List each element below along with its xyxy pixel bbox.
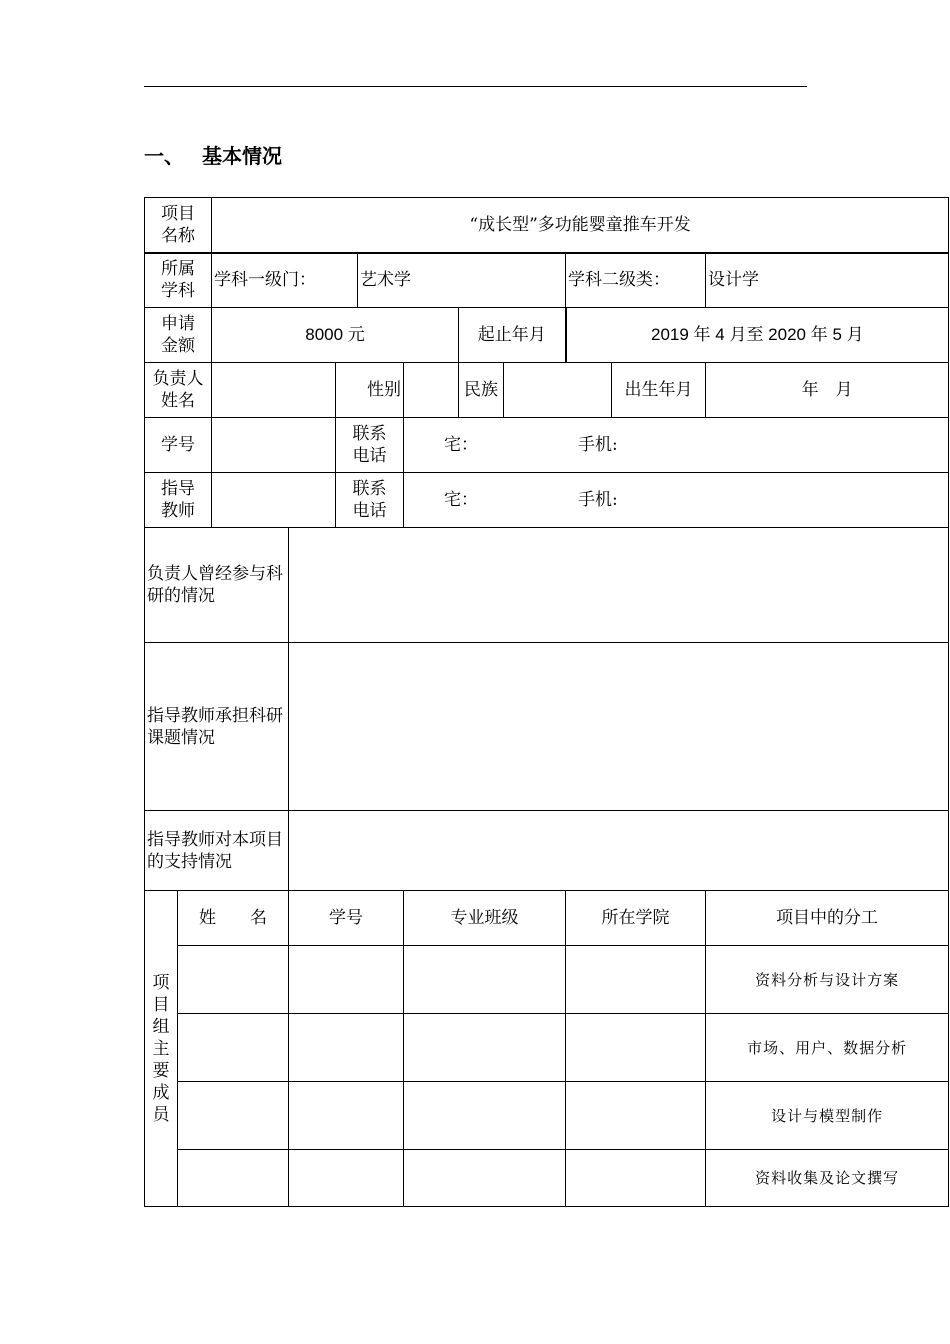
leader-research-value[interactable] bbox=[289, 528, 949, 643]
advisor-support-label: 指导教师对本项目的支持情况 bbox=[145, 811, 289, 891]
gender-value[interactable] bbox=[404, 363, 459, 418]
member-role-cell[interactable]: 资料分析与设计方案 bbox=[706, 946, 949, 1014]
table-row bbox=[145, 1082, 949, 1150]
funding-label: 申请金额 bbox=[145, 308, 212, 363]
leader-name-value[interactable] bbox=[212, 363, 336, 418]
member-class-cell[interactable] bbox=[404, 1014, 566, 1082]
member-name-cell[interactable] bbox=[178, 1014, 289, 1082]
table-row bbox=[145, 1014, 949, 1082]
project-name-label: 项目名称 bbox=[145, 198, 212, 253]
discipline-label: 所属学科 bbox=[145, 253, 212, 308]
member-id-cell[interactable] bbox=[289, 1014, 404, 1082]
section-title: 基本情况 bbox=[202, 144, 282, 168]
member-college-cell[interactable] bbox=[566, 1150, 706, 1207]
member-name-cell[interactable] bbox=[178, 1150, 289, 1207]
gender-label: 性别 bbox=[336, 363, 404, 418]
section-heading bbox=[144, 140, 282, 169]
member-role-cell[interactable]: 市场、用户、数据分析 bbox=[706, 1014, 949, 1082]
member-header-college: 所在学院 bbox=[566, 891, 706, 946]
discipline-level1-value[interactable]: 艺术学 bbox=[358, 253, 566, 308]
member-name-cell[interactable] bbox=[178, 946, 289, 1014]
funding-value[interactable]: 8000 元 bbox=[212, 308, 459, 363]
discipline-level2-label: 学科二级类： bbox=[566, 253, 706, 308]
student-id-label: 学号 bbox=[145, 418, 212, 473]
basic-info-form bbox=[144, 197, 949, 1207]
advisor-phone-value[interactable] bbox=[404, 473, 949, 528]
student-id-value[interactable] bbox=[212, 418, 336, 473]
leader-name-label: 负责人姓名 bbox=[145, 363, 212, 418]
advisor-contact-label: 联系电话 bbox=[336, 473, 404, 528]
member-class-cell[interactable] bbox=[404, 1150, 566, 1207]
member-college-cell[interactable] bbox=[566, 946, 706, 1014]
member-name-cell[interactable] bbox=[178, 1082, 289, 1150]
period-label: 起止年月 bbox=[459, 308, 566, 363]
member-college-cell[interactable] bbox=[566, 1014, 706, 1082]
member-header-role: 项目中的分工 bbox=[706, 891, 949, 946]
ethnicity-label: 民族 bbox=[459, 363, 504, 418]
period-value[interactable]: 2019 年 4 月至 2020 年 5 月 bbox=[566, 308, 949, 363]
ethnicity-value[interactable] bbox=[504, 363, 612, 418]
discipline-level1-label: 学科一级门： bbox=[212, 253, 358, 308]
table-row bbox=[145, 946, 949, 1014]
birth-value[interactable]: 年 月 bbox=[706, 363, 949, 418]
member-header-class: 专业班级 bbox=[404, 891, 566, 946]
members-group-label: 项目组主要成员 bbox=[145, 891, 178, 1207]
member-role-cell[interactable]: 资料收集及论文撰写 bbox=[706, 1150, 949, 1207]
section-number: 一、 bbox=[144, 144, 184, 168]
member-class-cell[interactable] bbox=[404, 946, 566, 1014]
advisor-home-label: 宅： bbox=[444, 490, 479, 510]
advisor-projects-value[interactable] bbox=[289, 643, 949, 811]
header-rule bbox=[144, 86, 807, 87]
advisor-mobile-label: 手机: bbox=[578, 490, 618, 510]
member-header-name: 姓 名 bbox=[178, 891, 289, 946]
member-id-cell[interactable] bbox=[289, 946, 404, 1014]
advisor-support-value[interactable] bbox=[289, 811, 949, 891]
table-row bbox=[145, 1150, 949, 1207]
mobile-phone-label: 手机: bbox=[578, 435, 618, 455]
advisor-label: 指导教师 bbox=[145, 473, 212, 528]
member-id-cell[interactable] bbox=[289, 1082, 404, 1150]
student-phone-value[interactable] bbox=[404, 418, 949, 473]
contact-phone-label: 联系电话 bbox=[336, 418, 404, 473]
project-name-value[interactable]: “成长型”多功能婴童推车开发 bbox=[212, 198, 949, 253]
member-college-cell[interactable] bbox=[566, 1082, 706, 1150]
leader-research-label: 负责人曾经参与科研的情况 bbox=[145, 528, 289, 643]
member-id-cell[interactable] bbox=[289, 1150, 404, 1207]
member-role-cell[interactable]: 设计与模型制作 bbox=[706, 1082, 949, 1150]
member-header-student-id: 学号 bbox=[289, 891, 404, 946]
discipline-level2-value[interactable]: 设计学 bbox=[706, 253, 949, 308]
birth-label: 出生年月 bbox=[612, 363, 706, 418]
home-phone-label: 宅： bbox=[444, 435, 479, 455]
member-class-cell[interactable] bbox=[404, 1082, 566, 1150]
advisor-value[interactable] bbox=[212, 473, 336, 528]
advisor-projects-label: 指导教师承担科研课题情况 bbox=[145, 643, 289, 811]
